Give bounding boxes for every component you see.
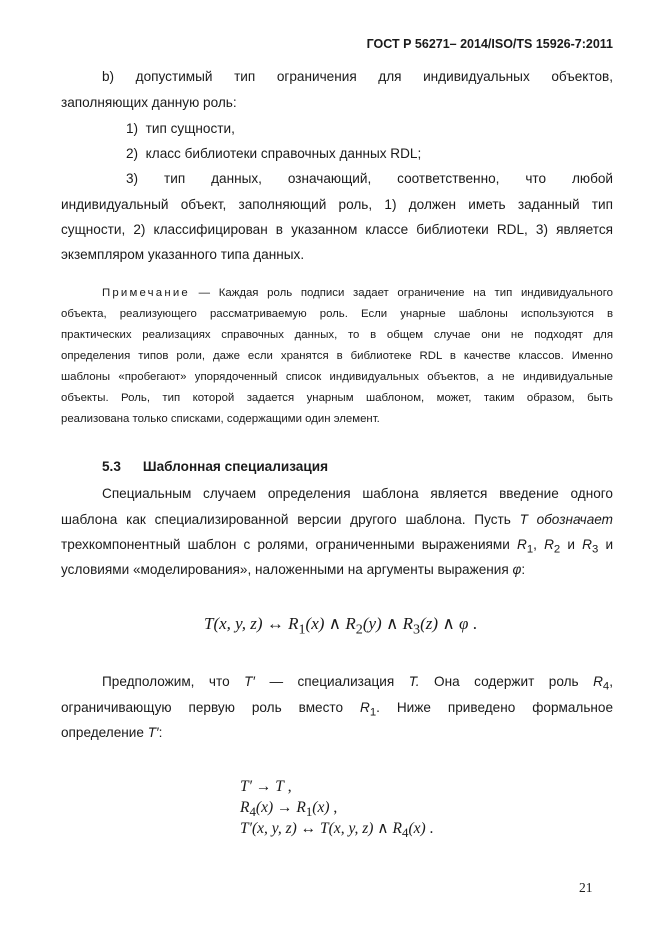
word: объектов, (551, 69, 614, 84)
item-b-line2: заполняющих данную роль: (61, 95, 237, 110)
var-r: R (359, 700, 370, 715)
implies-symbol: → (277, 799, 293, 816)
args: (y) (362, 614, 382, 633)
note-dash: — (198, 287, 211, 299)
var-phi: φ (512, 562, 522, 577)
word: Ниже (396, 700, 431, 715)
period: . (376, 700, 380, 715)
var-r: R (593, 674, 603, 689)
sub-item-marker: 2) (126, 146, 139, 161)
para2-line3 (61, 720, 162, 746)
var-t: T (320, 820, 329, 837)
subscript: 1 (526, 543, 534, 556)
sub-item-1 (126, 116, 235, 142)
conjunction: и (567, 537, 575, 552)
subscript: 1 (305, 804, 313, 820)
note-line4: определения типов роли, даже если хранятся в библиотеке RDL в качестве классов. Именно (61, 350, 613, 362)
para1-text: условиями «моделирования», наложенными на аргументы выражения (61, 562, 509, 577)
word: индивидуальных (423, 69, 530, 84)
var-r: R (582, 537, 592, 552)
var-r: R (288, 614, 299, 633)
var-t-prime: T′ (240, 820, 253, 837)
var-t: T (275, 778, 284, 795)
item-b-line1 (102, 64, 613, 90)
subscript: 3 (413, 621, 421, 638)
word: вместо (298, 700, 344, 715)
sub-item-marker: 3) (126, 171, 139, 186)
word: Предположим, (102, 674, 195, 689)
note-line3: практических реализациях справочных данных, то в общем случае они не подходят для (61, 329, 613, 341)
section-number: 5.3 (102, 459, 121, 474)
word: — (269, 674, 284, 689)
word: формальное (532, 700, 614, 715)
var-r: R (517, 537, 527, 552)
var-t: T. (408, 674, 420, 689)
word: приведено (447, 700, 516, 715)
var-t-prime: T′ (244, 674, 255, 689)
conjunction: и (605, 537, 614, 552)
subscript: 4 (602, 680, 610, 693)
word: что (208, 674, 230, 689)
period: . (472, 614, 477, 633)
subscript: 2 (355, 621, 363, 638)
args: (x) (305, 614, 325, 633)
para1-line4 (61, 557, 525, 583)
sub-item-3-line1 (126, 166, 613, 192)
word: тип (234, 69, 256, 84)
and-symbol: ∧ (442, 614, 455, 633)
para1-text: трехкомпонентный шаблон с ролями, ограниченными выражениями (61, 537, 510, 552)
word: первую (188, 700, 235, 715)
sub-item-text: тип сущности, (145, 121, 235, 136)
note-label: Примечание (102, 287, 190, 299)
note-text: Каждая роль подписи задает ограничение на тип индивидуального (218, 287, 614, 299)
var-t: T (204, 614, 214, 633)
formula-2-line1 (240, 776, 292, 797)
and-symbol: ∧ (377, 820, 389, 837)
var-r: R (544, 537, 554, 552)
formula-2-line3 (240, 818, 433, 843)
sub-item-text: тип данных, означающий, соответственно, что любой (164, 171, 614, 186)
and-symbol: ∧ (385, 614, 399, 633)
subscript: 2 (553, 543, 561, 556)
iff-symbol: ↔ (266, 614, 284, 633)
word: роль (251, 700, 282, 715)
comma: , (333, 799, 338, 816)
sub-item-marker: 1) (126, 121, 139, 136)
note-line5: шаблоны «пробегают» упорядоченный список индивидуальных объектов, а не индивидуальные (61, 371, 613, 383)
page-number: 21 (579, 880, 593, 895)
para1-text: шаблона как специализированной версии другого шаблона. Пусть (61, 512, 511, 527)
var-r: R (345, 614, 356, 633)
word: ограничивающую (61, 700, 172, 715)
note-line2: объекта, реализующего рассматриваемую роль. Если унарные шаблоны используются в (61, 308, 613, 320)
section-title: Шаблонная специализация (142, 459, 329, 474)
sub-item-text: класс библиотеки справочных данных RDL; (145, 146, 422, 161)
sub-item-3-line2: индивидуальный объект, заполняющий роль, 1) должен иметь заданный тип (61, 197, 613, 212)
var-r: R (392, 820, 402, 837)
word: ограничения (276, 69, 357, 84)
var-r: R (296, 799, 306, 816)
note-line1 (102, 283, 613, 304)
header-doc-id: ГОСТ Р 56271– 2014/ISO/TS 15926-7:2011 (366, 37, 613, 51)
args: (x) (408, 820, 426, 837)
subscript: 1 (369, 706, 377, 719)
word: Она (434, 674, 460, 689)
args: (z) (420, 614, 439, 633)
note-line7: реализована только списками, содержащими один элемент. (61, 413, 380, 425)
period: . (429, 820, 434, 837)
args: (x, y, z) (328, 820, 374, 837)
args: (x, y, z) (213, 614, 263, 633)
and-symbol: ∧ (328, 614, 342, 633)
para1-line2 (61, 507, 613, 533)
sub-item-3-line3: сущности, 2) классифицирован в указанном классе библиотеки RDL, 3) является (61, 222, 613, 237)
iff-symbol: ↔ (300, 820, 317, 837)
subscript: 4 (249, 804, 256, 820)
sub-item-3-line4: экземпляром указанного типа данных. (61, 247, 305, 262)
word: содержит (474, 674, 535, 689)
sub-item-2 (126, 141, 421, 167)
word: для (378, 69, 402, 84)
var-t-prime: T′ (240, 778, 253, 795)
implies-symbol: → (255, 778, 272, 795)
args: (x) (255, 799, 274, 816)
para1-italic: T обозначает (519, 512, 613, 527)
var-r: R (240, 799, 250, 816)
item-b-marker: b) (102, 69, 115, 84)
comma: , (287, 778, 292, 795)
colon: : (521, 562, 526, 577)
var-t-prime: T′ (147, 725, 159, 740)
comma: , (533, 537, 537, 552)
word: специализация (297, 674, 395, 689)
formula-1 (204, 613, 477, 640)
subscript: 1 (298, 621, 306, 638)
var-r: R (402, 614, 414, 633)
var-phi: φ (459, 614, 469, 633)
subscript: 4 (402, 825, 409, 841)
word: определение (61, 725, 144, 740)
word: допустимый (135, 69, 213, 84)
subscript: 3 (591, 543, 599, 556)
para1-line1: Специальным случаем определения шаблона является введение одного (102, 486, 613, 501)
section-heading (102, 459, 328, 474)
colon: : (158, 725, 163, 740)
note-line6: объекты. Роль, тип которой задается унарным шаблоном, может, таким образом, быть (61, 392, 613, 404)
args: (x) (312, 799, 330, 816)
word: роль (548, 674, 579, 689)
args: (x, y, z) (252, 820, 297, 837)
comma: , (609, 674, 614, 689)
